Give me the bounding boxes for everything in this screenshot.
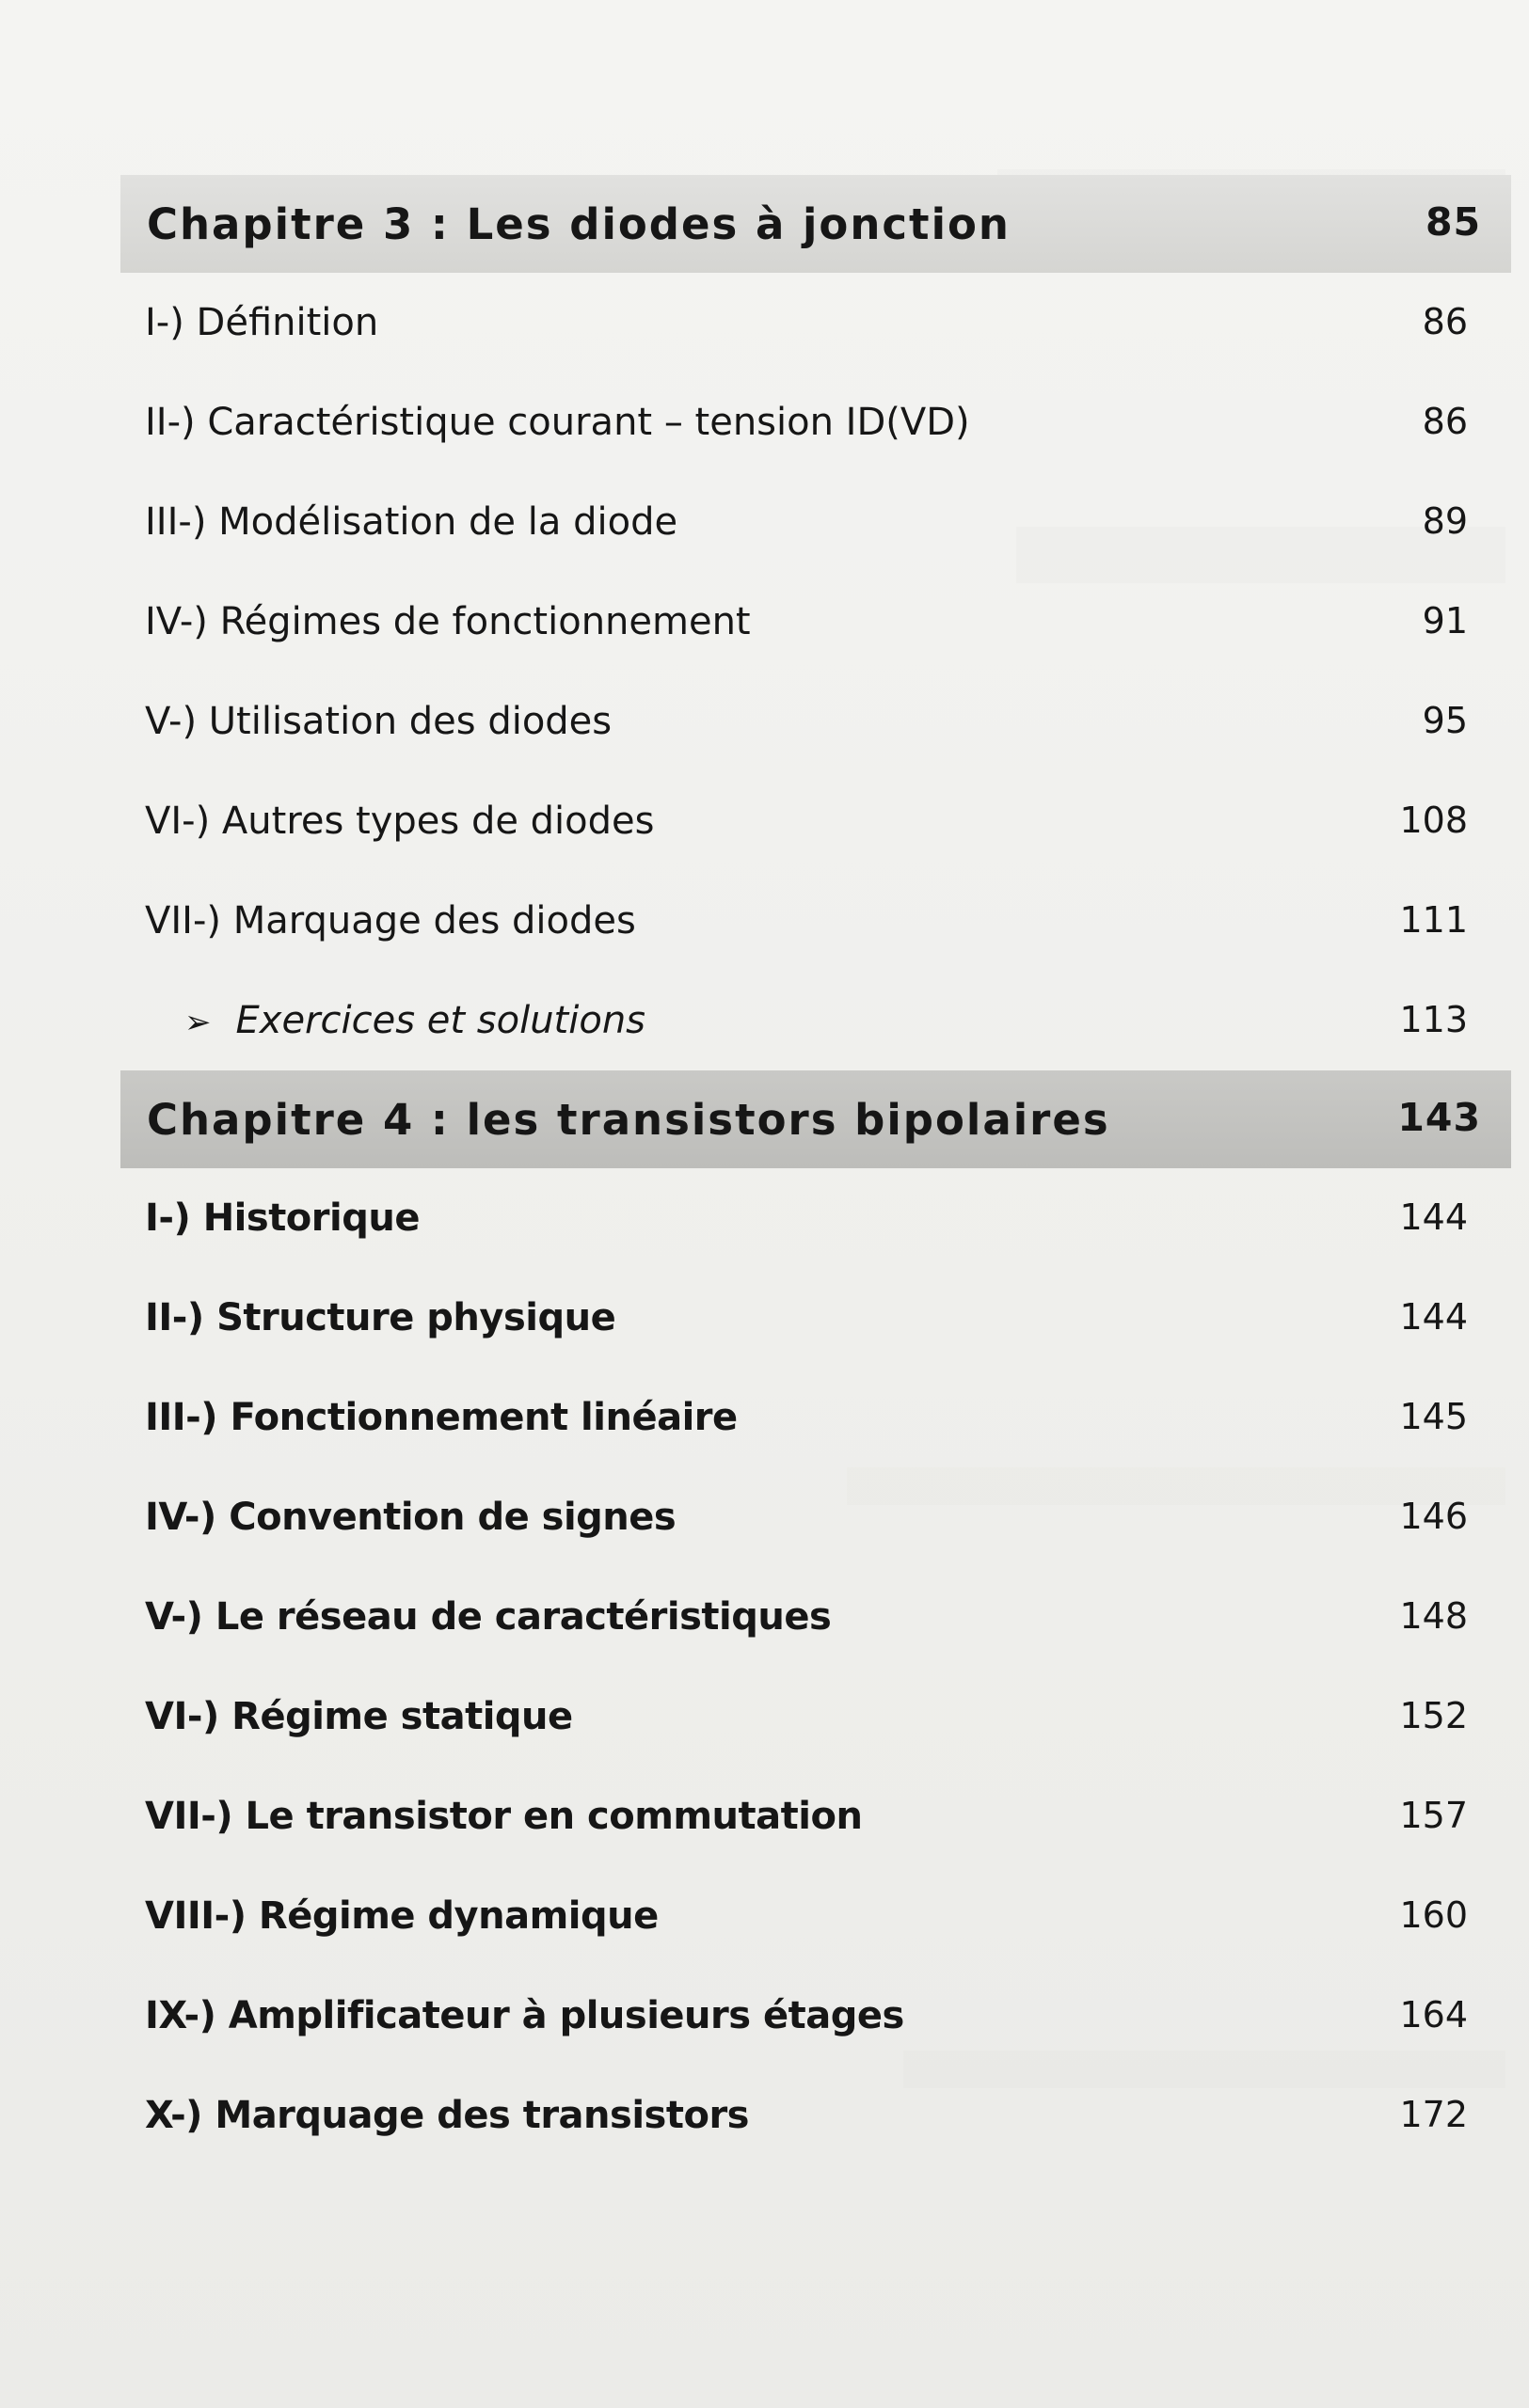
- toc-entry-page: 145: [1399, 1396, 1468, 1437]
- toc-entry-label: VI-) Autres types de diodes: [145, 800, 655, 843]
- chapter-4-entries: [120, 1168, 1511, 2165]
- toc-entry: [120, 871, 1511, 971]
- toc-entry-page: 172: [1399, 2094, 1468, 2135]
- toc-entry: [120, 1268, 1511, 1368]
- toc-entry-label: II-) Structure physique: [145, 1296, 616, 1339]
- table-of-contents: [120, 175, 1511, 2165]
- toc-entry-label: VI-) Régime statique: [145, 1695, 573, 1738]
- toc-entry: [120, 1667, 1511, 1766]
- toc-entry: [120, 1368, 1511, 1467]
- toc-entry-page: 95: [1422, 700, 1468, 741]
- chapter-title: Chapitre 3 : Les diodes à jonction: [147, 199, 1011, 249]
- toc-entry-page: 111: [1399, 899, 1468, 941]
- toc-entry-label: IX-) Amplificateur à plusieurs étages: [145, 1994, 904, 2037]
- toc-entry-page: 91: [1422, 600, 1468, 642]
- toc-entry: [120, 672, 1511, 771]
- toc-entry-page: 86: [1422, 301, 1468, 342]
- toc-entry-label: X-) Marquage des transistors: [145, 2094, 749, 2137]
- toc-entry-page: 148: [1399, 1595, 1468, 1637]
- chapter-page-number: 85: [1425, 199, 1481, 245]
- toc-entry-page: 160: [1399, 1894, 1468, 1936]
- toc-entry: [120, 2066, 1511, 2165]
- toc-entry-label: I-) Historique: [145, 1196, 420, 1240]
- toc-entry-label: IV-) Convention de signes: [145, 1496, 677, 1539]
- chapter-3-header: [120, 175, 1511, 273]
- chapter-page-number: 143: [1397, 1095, 1481, 1140]
- toc-entry-label: III-) Fonctionnement linéaire: [145, 1396, 738, 1439]
- toc-entry-label: [184, 999, 645, 1042]
- chapter-4-header: [120, 1070, 1511, 1168]
- toc-entry: [120, 372, 1511, 472]
- toc-entry-label: III-) Modélisation de la diode: [145, 500, 678, 544]
- toc-entry-label: VII-) Marquage des diodes: [145, 899, 636, 943]
- toc-entry-page: 89: [1422, 500, 1468, 542]
- toc-entry: [120, 1966, 1511, 2066]
- toc-entry: [120, 1866, 1511, 1966]
- toc-entry-label: VIII-) Régime dynamique: [145, 1894, 659, 1938]
- toc-entry: [120, 273, 1511, 372]
- toc-entry: [120, 1766, 1511, 1866]
- toc-entry: [120, 1168, 1511, 1268]
- toc-entry-label: I-) Définition: [145, 301, 379, 344]
- toc-entry: [120, 1467, 1511, 1567]
- toc-entry-page: 86: [1422, 401, 1468, 442]
- toc-entry-page: 108: [1399, 800, 1468, 841]
- toc-entry: [120, 771, 1511, 871]
- arrow-bullet-icon: ➢: [184, 1004, 212, 1041]
- toc-entry-page: 157: [1399, 1795, 1468, 1836]
- toc-entry-label: V-) Le réseau de caractéristiques: [145, 1595, 832, 1639]
- toc-entry: [120, 472, 1511, 572]
- toc-entry-page: 113: [1399, 999, 1468, 1040]
- chapter-title: Chapitre 4 : les transistors bipolaires: [147, 1095, 1110, 1145]
- toc-entry-page: 152: [1399, 1695, 1468, 1736]
- toc-entry-page: 146: [1399, 1496, 1468, 1537]
- toc-entry-page: 144: [1399, 1296, 1468, 1338]
- toc-entry-label: V-) Utilisation des diodes: [145, 700, 613, 743]
- toc-entry-label: II-) Caractéristique courant – tension ID(VD): [145, 401, 970, 444]
- toc-entry: [120, 1567, 1511, 1667]
- toc-entry-label: IV-) Régimes de fonctionnement: [145, 600, 751, 643]
- toc-entry-exercises: [120, 971, 1511, 1070]
- toc-entry: [120, 572, 1511, 672]
- toc-entry-label: VII-) Le transistor en commutation: [145, 1795, 863, 1838]
- toc-entry-page: 164: [1399, 1994, 1468, 2036]
- exercises-label: Exercices et solutions: [235, 999, 646, 1042]
- toc-entry-page: 144: [1399, 1196, 1468, 1238]
